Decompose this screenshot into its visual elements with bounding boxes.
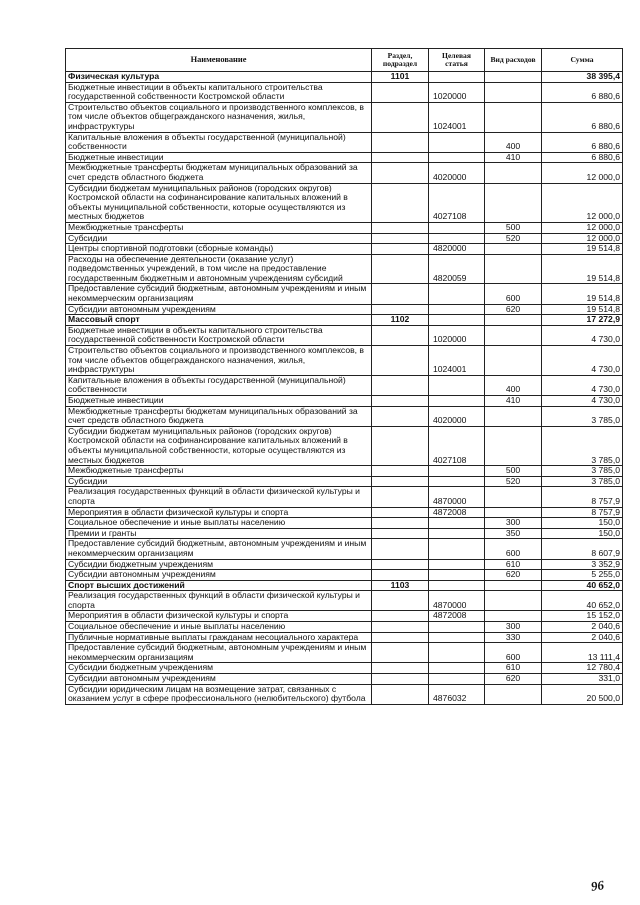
cell-sum: 4 730,0 xyxy=(542,375,623,395)
cell-name: Предоставление субсидий бюджетным, автономным учреждениям и иным некоммерческим организациям xyxy=(66,284,372,304)
table-row xyxy=(66,507,623,518)
cell-name: Субсидии автономным учреждениям xyxy=(66,674,372,685)
table-row xyxy=(66,406,623,426)
cell-target: 4870000 xyxy=(429,487,485,507)
cell-target xyxy=(429,580,485,591)
cell-target: 1020000 xyxy=(429,325,485,345)
cell-type xyxy=(485,325,542,345)
table-row xyxy=(66,222,623,233)
cell-target xyxy=(429,559,485,570)
cell-type xyxy=(485,507,542,518)
cell-name: Реализация государственных функций в области физической культуры и спорта xyxy=(66,487,372,507)
cell-name: Субсидии автономным учреждениям xyxy=(66,304,372,315)
cell-name: Межбюджетные трансферты xyxy=(66,222,372,233)
cell-target xyxy=(429,222,485,233)
table-row xyxy=(66,82,623,102)
header-sum: Сумма xyxy=(542,49,623,72)
cell-target xyxy=(429,570,485,581)
cell-type: 620 xyxy=(485,570,542,581)
cell-sum: 3 785,0 xyxy=(542,406,623,426)
cell-sum: 331,0 xyxy=(542,674,623,685)
cell-target xyxy=(429,528,485,539)
table-row xyxy=(66,325,623,345)
cell-target xyxy=(429,132,485,152)
table-row xyxy=(66,72,623,83)
cell-sum: 8 607,9 xyxy=(542,539,623,559)
cell-name: Субсидии бюджетам муниципальных районов (городских округов) Костромской области на софинансирование капитальных вложений в объекты муниципальной собственности, которые осуществляются из местных бюджетов xyxy=(66,426,372,465)
cell-name: Спорт высших достижений xyxy=(66,580,372,591)
cell-name: Расходы на обеспечение деятельности (оказание услуг) подведомственных учреждений, в том числе на предоставление государственным бюджетным и автономным учреждениям субсидий xyxy=(66,254,372,284)
cell-sum: 3 785,0 xyxy=(542,466,623,477)
cell-name: Мероприятия в области физической культуры и спорта xyxy=(66,507,372,518)
cell-section xyxy=(372,132,429,152)
table-row xyxy=(66,132,623,152)
cell-type xyxy=(485,72,542,83)
cell-type: 600 xyxy=(485,643,542,663)
cell-type: 620 xyxy=(485,304,542,315)
cell-section xyxy=(372,570,429,581)
cell-type xyxy=(485,254,542,284)
cell-type: 330 xyxy=(485,632,542,643)
table-row xyxy=(66,375,623,395)
cell-sum: 5 255,0 xyxy=(542,570,623,581)
cell-sum: 38 395,4 xyxy=(542,72,623,83)
table-row xyxy=(66,396,623,407)
table-row xyxy=(66,518,623,529)
cell-sum: 6 880,6 xyxy=(542,132,623,152)
cell-type: 300 xyxy=(485,518,542,529)
cell-type xyxy=(485,244,542,255)
cell-section xyxy=(372,632,429,643)
cell-name: Публичные нормативные выплаты гражданам несоциального характера xyxy=(66,632,372,643)
cell-sum: 19 514,8 xyxy=(542,284,623,304)
cell-section xyxy=(372,611,429,622)
cell-sum: 8 757,9 xyxy=(542,507,623,518)
cell-sum: 20 500,0 xyxy=(542,684,623,704)
table-row xyxy=(66,426,623,465)
cell-type: 300 xyxy=(485,622,542,633)
cell-type xyxy=(485,426,542,465)
cell-sum: 12 780,4 xyxy=(542,663,623,674)
cell-target: 4872008 xyxy=(429,507,485,518)
table-row xyxy=(66,233,623,244)
cell-name: Субсидии бюджетным учреждениям xyxy=(66,663,372,674)
cell-name: Бюджетные инвестиции xyxy=(66,152,372,163)
table-row xyxy=(66,611,623,622)
cell-name: Капитальные вложения в объекты государственной (муниципальной) собственности xyxy=(66,132,372,152)
cell-type: 410 xyxy=(485,396,542,407)
cell-target: 4020000 xyxy=(429,163,485,183)
cell-target xyxy=(429,315,485,326)
cell-target xyxy=(429,233,485,244)
cell-sum: 40 652,0 xyxy=(542,580,623,591)
cell-section xyxy=(372,507,429,518)
cell-sum: 2 040,6 xyxy=(542,622,623,633)
table-row xyxy=(66,304,623,315)
cell-section xyxy=(372,244,429,255)
cell-section xyxy=(372,518,429,529)
cell-target xyxy=(429,284,485,304)
table-header-row xyxy=(66,49,623,72)
table-row xyxy=(66,539,623,559)
cell-type: 520 xyxy=(485,233,542,244)
cell-sum: 12 000,0 xyxy=(542,163,623,183)
cell-name: Межбюджетные трансферты бюджетам муниципальных образований за счет средств областного бюджета xyxy=(66,406,372,426)
cell-section xyxy=(372,487,429,507)
cell-type: 610 xyxy=(485,663,542,674)
cell-type xyxy=(485,591,542,611)
cell-section xyxy=(372,375,429,395)
cell-name: Субсидии автономным учреждениям xyxy=(66,570,372,581)
table-body xyxy=(66,72,623,705)
cell-section xyxy=(372,528,429,539)
table-row xyxy=(66,528,623,539)
table-row xyxy=(66,254,623,284)
cell-target xyxy=(429,152,485,163)
cell-type: 600 xyxy=(485,284,542,304)
cell-sum: 12 000,0 xyxy=(542,222,623,233)
cell-type: 400 xyxy=(485,132,542,152)
cell-sum: 15 152,0 xyxy=(542,611,623,622)
cell-target: 4870000 xyxy=(429,591,485,611)
cell-type: 500 xyxy=(485,466,542,477)
cell-section xyxy=(372,591,429,611)
cell-name: Субсидии xyxy=(66,476,372,487)
cell-name: Бюджетные инвестиции xyxy=(66,396,372,407)
cell-type: 600 xyxy=(485,539,542,559)
cell-section: 1103 xyxy=(372,580,429,591)
cell-sum: 12 000,0 xyxy=(542,183,623,222)
budget-table-sheet xyxy=(65,48,622,705)
cell-name: Реализация государственных функций в области физической культуры и спорта xyxy=(66,591,372,611)
cell-sum: 13 111,4 xyxy=(542,643,623,663)
cell-section xyxy=(372,152,429,163)
cell-target xyxy=(429,396,485,407)
cell-sum: 17 272,9 xyxy=(542,315,623,326)
cell-section xyxy=(372,466,429,477)
header-section: Раздел, подраздел xyxy=(372,49,429,72)
table-row xyxy=(66,466,623,477)
table-row xyxy=(66,102,623,132)
table-row xyxy=(66,684,623,704)
cell-target xyxy=(429,72,485,83)
cell-target xyxy=(429,539,485,559)
header-name: Наименование xyxy=(66,49,372,72)
cell-section xyxy=(372,233,429,244)
cell-name: Мероприятия в области физической культуры и спорта xyxy=(66,611,372,622)
cell-name: Предоставление субсидий бюджетным, автономным учреждениям и иным некоммерческим организациям xyxy=(66,643,372,663)
cell-section xyxy=(372,406,429,426)
table-row xyxy=(66,476,623,487)
cell-type: 610 xyxy=(485,559,542,570)
table-row xyxy=(66,643,623,663)
cell-name: Межбюджетные трансферты xyxy=(66,466,372,477)
cell-type: 520 xyxy=(485,476,542,487)
cell-section xyxy=(372,304,429,315)
cell-section xyxy=(372,684,429,704)
page-number: 96 xyxy=(589,877,605,894)
cell-section xyxy=(372,396,429,407)
table-row xyxy=(66,244,623,255)
cell-section xyxy=(372,222,429,233)
cell-type xyxy=(485,580,542,591)
table-row xyxy=(66,632,623,643)
table-row xyxy=(66,663,623,674)
cell-name: Массовый спорт xyxy=(66,315,372,326)
cell-type xyxy=(485,684,542,704)
cell-section xyxy=(372,674,429,685)
cell-sum: 19 514,8 xyxy=(542,254,623,284)
cell-target: 1024001 xyxy=(429,102,485,132)
cell-name: Центры спортивной подготовки (сборные команды) xyxy=(66,244,372,255)
table-row xyxy=(66,622,623,633)
table-row xyxy=(66,559,623,570)
cell-section: 1101 xyxy=(372,72,429,83)
cell-type xyxy=(485,82,542,102)
cell-sum: 4 730,0 xyxy=(542,325,623,345)
cell-sum: 150,0 xyxy=(542,518,623,529)
cell-sum: 40 652,0 xyxy=(542,591,623,611)
cell-sum: 12 000,0 xyxy=(542,233,623,244)
cell-target: 4876032 xyxy=(429,684,485,704)
cell-name: Физическая культура xyxy=(66,72,372,83)
cell-target: 4820000 xyxy=(429,244,485,255)
cell-sum: 3 785,0 xyxy=(542,426,623,465)
cell-type xyxy=(485,406,542,426)
cell-sum: 8 757,9 xyxy=(542,487,623,507)
cell-sum: 19 514,8 xyxy=(542,304,623,315)
cell-type xyxy=(485,102,542,132)
cell-section xyxy=(372,539,429,559)
cell-target: 4820059 xyxy=(429,254,485,284)
cell-target xyxy=(429,476,485,487)
cell-name: Строительство объектов социального и производственного комплексов, в том числе объектов общегражданского назначения, жилья, инфраструктуры xyxy=(66,346,372,376)
cell-sum: 3 352,9 xyxy=(542,559,623,570)
table-row xyxy=(66,284,623,304)
cell-name: Бюджетные инвестиции в объекты капитального строительства государственной собственности Костромской области xyxy=(66,82,372,102)
table-row xyxy=(66,346,623,376)
cell-target: 4027108 xyxy=(429,183,485,222)
table-row xyxy=(66,183,623,222)
cell-target xyxy=(429,622,485,633)
table-row xyxy=(66,591,623,611)
header-target: Целевая статья xyxy=(429,49,485,72)
cell-section xyxy=(372,254,429,284)
cell-section xyxy=(372,325,429,345)
cell-type xyxy=(485,487,542,507)
cell-target xyxy=(429,632,485,643)
cell-name: Социальное обеспечение и иные выплаты населению xyxy=(66,518,372,529)
cell-name: Премии и гранты xyxy=(66,528,372,539)
cell-section xyxy=(372,622,429,633)
cell-sum: 6 880,6 xyxy=(542,102,623,132)
cell-section xyxy=(372,559,429,570)
cell-name: Субсидии бюджетным учреждениям xyxy=(66,559,372,570)
cell-target xyxy=(429,643,485,663)
cell-section xyxy=(372,663,429,674)
cell-sum: 4 730,0 xyxy=(542,396,623,407)
cell-name: Бюджетные инвестиции в объекты капитального строительства государственной собственности Костромской области xyxy=(66,325,372,345)
cell-name: Субсидии бюджетам муниципальных районов (городских округов) Костромской области на софинансирование капитальных вложений в объекты муниципальной собственности, которые осуществляются из местных бюджетов xyxy=(66,183,372,222)
cell-type: 410 xyxy=(485,152,542,163)
cell-target: 4020000 xyxy=(429,406,485,426)
cell-name: Межбюджетные трансферты бюджетам муниципальных образований за счет средств областного бюджета xyxy=(66,163,372,183)
header-type: Вид расходов xyxy=(485,49,542,72)
table-row xyxy=(66,674,623,685)
cell-section xyxy=(372,284,429,304)
table-row xyxy=(66,163,623,183)
cell-section xyxy=(372,476,429,487)
cell-sum: 6 880,6 xyxy=(542,152,623,163)
cell-sum: 6 880,6 xyxy=(542,82,623,102)
cell-type xyxy=(485,315,542,326)
cell-target: 4872008 xyxy=(429,611,485,622)
cell-name: Социальное обеспечение и иные выплаты населению xyxy=(66,622,372,633)
cell-section xyxy=(372,102,429,132)
table-row xyxy=(66,315,623,326)
cell-type xyxy=(485,346,542,376)
cell-type xyxy=(485,163,542,183)
cell-section xyxy=(372,163,429,183)
cell-target xyxy=(429,518,485,529)
cell-name: Строительство объектов социального и производственного комплексов, в том числе объектов общегражданского назначения, жилья, инфраструктуры xyxy=(66,102,372,132)
cell-name: Субсидии xyxy=(66,233,372,244)
cell-section xyxy=(372,183,429,222)
cell-section xyxy=(372,426,429,465)
cell-target: 1024001 xyxy=(429,346,485,376)
table-row xyxy=(66,580,623,591)
cell-section xyxy=(372,346,429,376)
cell-target xyxy=(429,304,485,315)
cell-sum: 150,0 xyxy=(542,528,623,539)
table-row xyxy=(66,152,623,163)
cell-target xyxy=(429,375,485,395)
cell-section xyxy=(372,643,429,663)
table-row xyxy=(66,570,623,581)
cell-sum: 3 785,0 xyxy=(542,476,623,487)
cell-sum: 2 040,6 xyxy=(542,632,623,643)
cell-name: Предоставление субсидий бюджетным, автономным учреждениям и иным некоммерческим организациям xyxy=(66,539,372,559)
cell-target xyxy=(429,674,485,685)
budget-table xyxy=(65,48,623,705)
cell-target xyxy=(429,663,485,674)
cell-section: 1102 xyxy=(372,315,429,326)
cell-sum: 4 730,0 xyxy=(542,346,623,376)
cell-target xyxy=(429,466,485,477)
cell-type: 400 xyxy=(485,375,542,395)
cell-type: 500 xyxy=(485,222,542,233)
cell-type: 620 xyxy=(485,674,542,685)
cell-name: Субсидии юридическим лицам на возмещение затрат, связанных с оказанием услуг в сфере профессионального (нелюбительского) футбола xyxy=(66,684,372,704)
cell-name: Капитальные вложения в объекты государственной (муниципальной) собственности xyxy=(66,375,372,395)
cell-target: 1020000 xyxy=(429,82,485,102)
table-row xyxy=(66,487,623,507)
cell-target: 4027108 xyxy=(429,426,485,465)
cell-type: 350 xyxy=(485,528,542,539)
cell-type xyxy=(485,183,542,222)
cell-sum: 19 514,8 xyxy=(542,244,623,255)
cell-type xyxy=(485,611,542,622)
cell-section xyxy=(372,82,429,102)
